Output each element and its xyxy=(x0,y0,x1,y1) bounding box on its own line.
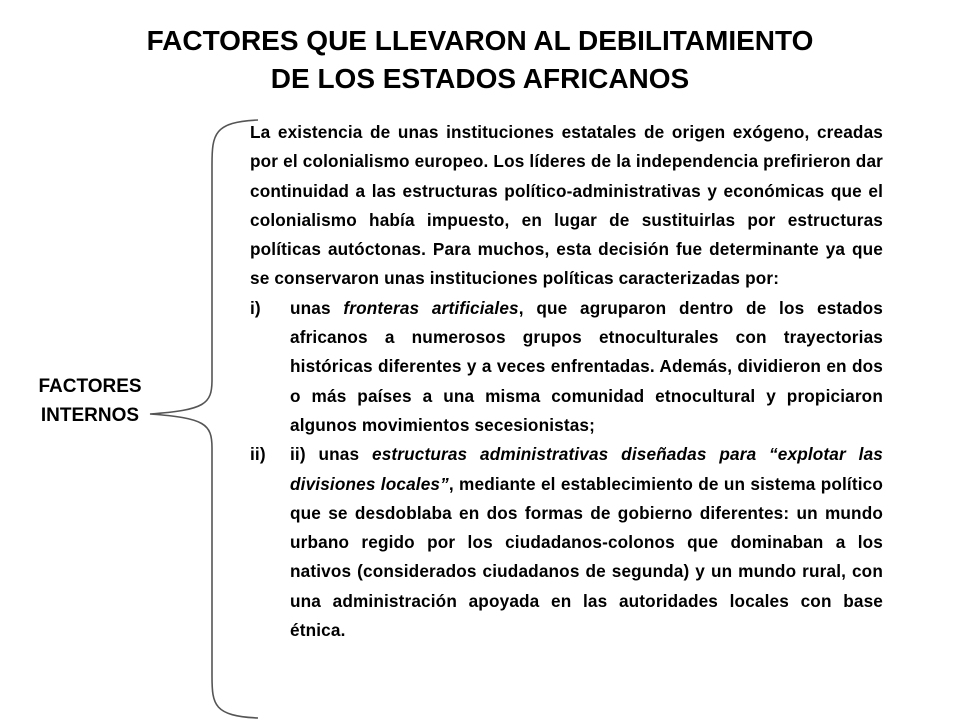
list-item-number: i) xyxy=(250,297,261,318)
list-item xyxy=(250,440,883,645)
list-item xyxy=(250,294,883,440)
list-item-emphasis: estructuras administrativas diseñadas para “explotar las divisiones locales” xyxy=(290,444,883,494)
list-item-number: ii) xyxy=(250,444,266,465)
body-text xyxy=(250,118,883,645)
brace-path xyxy=(150,120,258,718)
side-label-line-1: FACTORES xyxy=(38,376,142,397)
list-item-text-pre: ii) unas xyxy=(290,444,372,465)
intro-paragraph: La existencia de unas instituciones estatales de origen exógeno, creadas por el colonialismo europeo. Los líderes de la independencia prefirieron dar continuidad a las estructuras político-administrativas y económicas que el colonialismo había impuesto, en lugar de sustituirlas por estructuras políticas autóctonas. Para muchos, esta decisión fue determinante ya que se conservaron unas instituciones políticas caracterizadas por: xyxy=(250,122,883,289)
title-line-2: DE LOS ESTADOS AFRICANOS xyxy=(270,63,690,94)
list-item-text-pre: unas xyxy=(290,297,344,318)
list-item-text-post: , mediante el establecimiento de un sistema político que se desdoblaba en dos formas de gobierno diferentes: un mundo urbano regido por los ciudadanos-colonos que dominaban a los nativos (considerados ciudadanos de segunda) y un mundo rural, con una administración apoyada en las autoridades locales con base étnica. xyxy=(290,473,884,641)
list-item-text-post: , que agruparon dentro de los estados africanos a numerosos grupos etnoculturales con trayectorias históricas diferentes y a veces enfrentadas. Además, dividieron en dos o más países a una misma comunidad etnocultural y propiciaron algunos movimientos secesionistas; xyxy=(290,297,884,435)
title-line-1: FACTORES QUE LLEVARON AL DEBILITAMIENTO xyxy=(146,25,814,56)
side-label-line-2: INTERNOS xyxy=(40,405,140,426)
list-item-emphasis: fronteras artificiales xyxy=(343,297,519,318)
